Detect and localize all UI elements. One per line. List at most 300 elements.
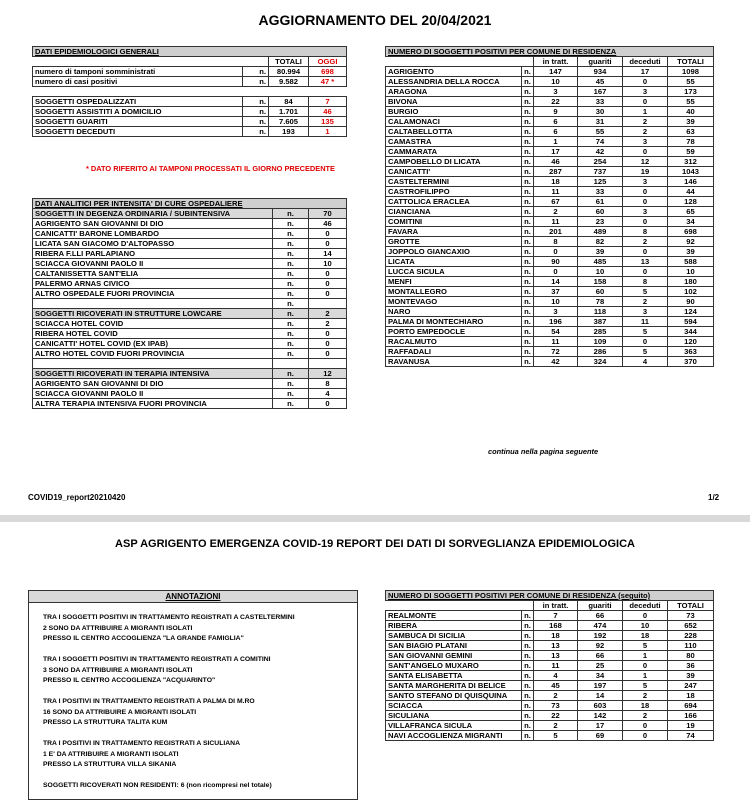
table-row (386, 127, 714, 137)
row-total: 1.701 (269, 107, 309, 117)
annotation-line: SOGGETTI RICOVERATI NON RESIDENTI: 6 (non ricompresi nel totale) (43, 782, 272, 789)
deceduti: 8 (623, 227, 668, 237)
in-trattamento: 1 (534, 137, 578, 147)
blank-cell (522, 601, 534, 611)
comune-name: SICULIANA (386, 711, 522, 721)
deceduti: 0 (623, 187, 668, 197)
row-unit: n. (522, 357, 534, 367)
annotation-line: TRA I POSITIVI IN TRATTAMENTO REGISTRATI A PALMA DI M.RO (43, 698, 255, 705)
row-unit: n. (522, 711, 534, 721)
table-row (386, 117, 714, 127)
row-total: 193 (269, 127, 309, 137)
row-unit: n. (522, 127, 534, 137)
annotation-line: 2 SONO DA ATTRIBUIRE A MIGRANTI ISOLATI (43, 624, 193, 632)
row-unit: n. (273, 319, 309, 329)
report-page-2 (0, 522, 750, 805)
deceduti: 5 (623, 287, 668, 297)
annotation-line: TRA I POSITIVI IN TRATTAMENTO REGISTRATI A SICULIANA (43, 740, 240, 747)
page-separator (0, 515, 750, 522)
row-label: RIBERA F.LLI PARLAPIANO (33, 249, 273, 259)
in-trattamento: 22 (534, 711, 578, 721)
guariti: 66 (578, 651, 623, 661)
comune-name: CAMMARATA (386, 147, 522, 157)
row-unit: n. (273, 279, 309, 289)
row-unit: n. (243, 67, 269, 77)
annotation-line: PRESSO IL CENTRO ACCOGLIENZA "ACQUARINTO" (43, 677, 216, 684)
guariti: 10 (578, 267, 623, 277)
totali: 59 (668, 147, 714, 157)
guariti: 142 (578, 711, 623, 721)
guariti: 603 (578, 701, 623, 711)
general-header-row (33, 47, 347, 57)
totali: 146 (668, 177, 714, 187)
deceduti: 2 (623, 691, 668, 701)
col-deceduti: deceduti (623, 57, 668, 67)
row-unit: n. (273, 379, 309, 389)
table-row (386, 107, 714, 117)
row-total: 80.994 (269, 67, 309, 77)
table-row (386, 621, 714, 631)
table-row (33, 77, 347, 87)
deceduti: 1 (623, 107, 668, 117)
in-trattamento: 11 (534, 187, 578, 197)
totali: 363 (668, 347, 714, 357)
row-value: 2 (309, 309, 347, 319)
table-row (386, 167, 714, 177)
table-row (386, 187, 714, 197)
table-row (386, 287, 714, 297)
in-trattamento: 0 (534, 267, 578, 277)
deceduti: 4 (623, 357, 668, 367)
row-unit: n. (273, 389, 309, 399)
table-row (33, 209, 347, 219)
guariti: 286 (578, 347, 623, 357)
totali: 588 (668, 257, 714, 267)
row-label: SOGGETTI GUARITI (33, 117, 243, 127)
page-title: AGGIORNAMENTO DEL 20/04/2021 (258, 12, 492, 28)
table-row (386, 207, 714, 217)
guariti: 25 (578, 661, 623, 671)
general-data-table (32, 46, 347, 137)
annotation-line: PRESSO LA STRUTTURA TALITA KUM (43, 719, 168, 726)
row-unit: n. (522, 227, 534, 237)
row-value: 12 (309, 369, 347, 379)
in-trattamento: 0 (534, 247, 578, 257)
row-value: 2 (309, 319, 347, 329)
table-row (33, 289, 347, 299)
deceduti: 3 (623, 87, 668, 97)
comune-name: RACALMUTO (386, 337, 522, 347)
table-row (386, 237, 714, 247)
in-trattamento: 10 (534, 297, 578, 307)
row-unit: n. (522, 307, 534, 317)
guariti: 474 (578, 621, 623, 631)
in-trattamento: 13 (534, 641, 578, 651)
totali: 124 (668, 307, 714, 317)
in-trattamento: 42 (534, 357, 578, 367)
row-unit: n. (522, 197, 534, 207)
row-label: PALERMO ARNAS CIVICO (33, 279, 273, 289)
table-row (386, 611, 714, 621)
table-row (386, 217, 714, 227)
hospital-header: DATI ANALITICI PER INTENSITA' DI CURE OSPEDALIERE (33, 199, 347, 209)
deceduti: 0 (623, 247, 668, 257)
guariti: 489 (578, 227, 623, 237)
row-unit: n. (522, 337, 534, 347)
guariti: 158 (578, 277, 623, 287)
row-today: 47 * (309, 77, 347, 87)
comune-name: CANICATTI' (386, 167, 522, 177)
row-unit: n. (522, 217, 534, 227)
table-row (386, 277, 714, 287)
row-value (309, 299, 347, 309)
table-row (386, 197, 714, 207)
row-label (33, 359, 273, 369)
guariti: 69 (578, 731, 623, 741)
deceduti: 0 (623, 611, 668, 621)
row-today: 7 (309, 97, 347, 107)
guariti: 192 (578, 631, 623, 641)
table-row (386, 67, 714, 77)
totali: 39 (668, 671, 714, 681)
row-unit: n. (522, 317, 534, 327)
row-value: 14 (309, 249, 347, 259)
in-trattamento: 14 (534, 277, 578, 287)
table-row (386, 661, 714, 671)
deceduti: 19 (623, 167, 668, 177)
totali: 55 (668, 77, 714, 87)
row-unit: n. (522, 611, 534, 621)
table-row (33, 229, 347, 239)
deceduti: 5 (623, 327, 668, 337)
in-trattamento: 90 (534, 257, 578, 267)
row-unit: n. (273, 239, 309, 249)
comune-name: RAVANUSA (386, 357, 522, 367)
table-row (386, 711, 714, 721)
table-row (386, 87, 714, 97)
in-trattamento: 9 (534, 107, 578, 117)
col-oggi: OGGI (309, 57, 347, 67)
totali: 55 (668, 97, 714, 107)
row-unit: n. (522, 147, 534, 157)
comune-name: LUCCA SICULA (386, 267, 522, 277)
totali: 40 (668, 107, 714, 117)
row-value: 4 (309, 389, 347, 399)
in-trattamento: 287 (534, 167, 578, 177)
guariti: 109 (578, 337, 623, 347)
row-unit: n. (273, 329, 309, 339)
row-unit: n. (522, 651, 534, 661)
comuni-header: NUMERO DI SOGGETTI POSITIVI PER COMUNE DI RESIDENZA (seguito) (386, 591, 714, 601)
totali: 344 (668, 327, 714, 337)
deceduti: 18 (623, 701, 668, 711)
row-label (33, 87, 243, 97)
in-trattamento: 45 (534, 681, 578, 691)
annotations-box (28, 590, 358, 800)
comune-name: CIANCIANA (386, 207, 522, 217)
row-value: 0 (309, 349, 347, 359)
guariti: 285 (578, 327, 623, 337)
row-label: SOGGETTI DECEDUTI (33, 127, 243, 137)
totali: 370 (668, 357, 714, 367)
guariti: 33 (578, 97, 623, 107)
guariti: 82 (578, 237, 623, 247)
totali: 34 (668, 217, 714, 227)
comuni-header-row (386, 47, 714, 57)
row-value: 0 (309, 269, 347, 279)
comune-name: SANTO STEFANO DI QUISQUINA (386, 691, 522, 701)
totali: 63 (668, 127, 714, 137)
row-unit: n. (522, 187, 534, 197)
row-unit: n. (243, 97, 269, 107)
row-label: SCIACCA GIOVANNI PAOLO II (33, 259, 273, 269)
in-trattamento: 8 (534, 237, 578, 247)
comune-name: MONTALLEGRO (386, 287, 522, 297)
row-unit: n. (522, 621, 534, 631)
row-unit: n. (522, 257, 534, 267)
in-trattamento: 11 (534, 337, 578, 347)
guariti: 23 (578, 217, 623, 227)
table-row (386, 651, 714, 661)
comune-name: CASTROFILIPPO (386, 187, 522, 197)
table-row (386, 357, 714, 367)
row-unit: n. (522, 177, 534, 187)
annotation-line: TRA I SOGGETTI POSITIVI IN TRATTAMENTO REGISTRATI A CASTELTERMINI (43, 614, 295, 621)
totali: 73 (668, 611, 714, 621)
guariti: 61 (578, 197, 623, 207)
guariti: 60 (578, 287, 623, 297)
row-label: CANICATTI' HOTEL COVID (EX IPAB) (33, 339, 273, 349)
annotation-line: TRA I SOGGETTI POSITIVI IN TRATTAMENTO REGISTRATI A COMITINI (43, 656, 271, 663)
row-unit: n. (243, 117, 269, 127)
deceduti: 0 (623, 661, 668, 671)
table-row (33, 239, 347, 249)
table-row (386, 157, 714, 167)
comune-name: ARAGONA (386, 87, 522, 97)
row-today: 46 (309, 107, 347, 117)
col-guariti: guariti (578, 601, 623, 611)
totali: 18 (668, 691, 714, 701)
comune-name: REALMONTE (386, 611, 522, 621)
deceduti: 5 (623, 347, 668, 357)
row-unit: n. (522, 207, 534, 217)
in-trattamento: 4 (534, 671, 578, 681)
deceduti: 0 (623, 197, 668, 207)
table-row (33, 369, 347, 379)
comune-name: ALESSANDRIA DELLA ROCCA (386, 77, 522, 87)
table-row (33, 359, 347, 369)
table-row (33, 349, 347, 359)
guariti: 387 (578, 317, 623, 327)
row-total: 84 (269, 97, 309, 107)
annotation-block (43, 613, 295, 645)
totali: 228 (668, 631, 714, 641)
row-unit: n. (522, 137, 534, 147)
table-row (33, 309, 347, 319)
comune-name: MONTEVAGO (386, 297, 522, 307)
table-row (386, 731, 714, 741)
guariti: 34 (578, 671, 623, 681)
totali: 120 (668, 337, 714, 347)
row-unit: n. (522, 157, 534, 167)
table-row (33, 339, 347, 349)
comune-name: CAMPOBELLO DI LICATA (386, 157, 522, 167)
table-row (33, 117, 347, 127)
row-unit: n. (243, 107, 269, 117)
deceduti: 8 (623, 277, 668, 287)
footer-filename: COVID19_report20210420 (28, 493, 126, 502)
table-row (33, 219, 347, 229)
row-label (33, 299, 273, 309)
row-label: numero di casi positivi (33, 77, 243, 87)
row-unit: n. (273, 339, 309, 349)
row-unit (273, 359, 309, 369)
guariti: 66 (578, 611, 623, 621)
table-row (386, 227, 714, 237)
row-unit: n. (273, 209, 309, 219)
comune-name: CAMASTRA (386, 137, 522, 147)
table-row (386, 641, 714, 651)
col-totali: TOTALI (668, 57, 714, 67)
row-unit: n. (273, 269, 309, 279)
deceduti: 3 (623, 207, 668, 217)
row-unit: n. (522, 681, 534, 691)
totali: 173 (668, 87, 714, 97)
table-row (33, 329, 347, 339)
guariti: 31 (578, 117, 623, 127)
deceduti: 0 (623, 337, 668, 347)
general-header: DATI EPIDEMIOLOGICI GENERALI (33, 47, 347, 57)
annotation-block (43, 781, 272, 792)
footer-page-number: 1/2 (708, 493, 720, 502)
table-row (386, 681, 714, 691)
table-row (33, 87, 347, 97)
totali: 90 (668, 297, 714, 307)
row-today: 698 (309, 67, 347, 77)
in-trattamento: 2 (534, 691, 578, 701)
blank-cell (522, 57, 534, 67)
comune-name: COMITINI (386, 217, 522, 227)
in-trattamento: 67 (534, 197, 578, 207)
table-row (33, 249, 347, 259)
row-unit: n. (522, 731, 534, 741)
row-label: SOGGETTI RICOVERATI IN STRUTTURE LOWCARE (33, 309, 273, 319)
row-label: AGRIGENTO SAN GIOVANNI DI DIO (33, 219, 273, 229)
guariti: 74 (578, 137, 623, 147)
comune-name: NAVI ACCOGLIENZA MIGRANTI (386, 731, 522, 741)
comune-name: PALMA DI MONTECHIARO (386, 317, 522, 327)
table-row (386, 671, 714, 681)
row-unit: n. (273, 249, 309, 259)
annotation-line: 1 E' DA ATTRIBUIRE A MIGRANTI ISOLATI (43, 750, 179, 758)
col-guariti: guariti (578, 57, 623, 67)
in-trattamento: 3 (534, 87, 578, 97)
table-row (386, 317, 714, 327)
comune-name: RAFFADALI (386, 347, 522, 357)
row-value: 0 (309, 329, 347, 339)
blank-cell (386, 57, 522, 67)
row-unit: n. (522, 247, 534, 257)
row-unit: n. (273, 309, 309, 319)
col-totali: TOTALI (668, 601, 714, 611)
deceduti: 2 (623, 127, 668, 137)
deceduti: 13 (623, 257, 668, 267)
totali: 78 (668, 137, 714, 147)
row-today (309, 87, 347, 97)
guariti: 125 (578, 177, 623, 187)
deceduti: 3 (623, 307, 668, 317)
row-value: 0 (309, 339, 347, 349)
row-unit: n. (522, 167, 534, 177)
general-footnote: * DATO RIFERITO AI TAMPONI PROCESSATI IL GIORNO PRECEDENTE (86, 164, 335, 173)
row-label: SOGGETTI ASSISTITI A DOMICILIO (33, 107, 243, 117)
table-row (33, 269, 347, 279)
row-value: 0 (309, 239, 347, 249)
blank-cell (386, 601, 522, 611)
in-trattamento: 7 (534, 611, 578, 621)
table-row (386, 247, 714, 257)
table-row (386, 691, 714, 701)
comune-name: MENFI (386, 277, 522, 287)
in-trattamento: 11 (534, 217, 578, 227)
row-unit: n. (522, 641, 534, 651)
deceduti: 0 (623, 267, 668, 277)
guariti: 737 (578, 167, 623, 177)
table-row (386, 631, 714, 641)
row-unit: n. (273, 219, 309, 229)
table-row (386, 337, 714, 347)
comune-name: CALTABELLOTTA (386, 127, 522, 137)
row-label: SOGGETTI OSPEDALIZZATI (33, 97, 243, 107)
row-total (269, 87, 309, 97)
row-label: CALTANISSETTA SANT'ELIA (33, 269, 273, 279)
comune-name: SAMBUCA DI SICILIA (386, 631, 522, 641)
deceduti: 1 (623, 671, 668, 681)
totali: 180 (668, 277, 714, 287)
deceduti: 0 (623, 97, 668, 107)
annotation-line: 16 SONO DA ATTRIBUIRE A MIGRANTI ISOLATI (43, 708, 197, 716)
totali: 698 (668, 227, 714, 237)
comune-name: CALAMONACI (386, 117, 522, 127)
totali: 694 (668, 701, 714, 711)
comune-name: AGRIGENTO (386, 67, 522, 77)
in-trattamento: 73 (534, 701, 578, 711)
in-trattamento: 13 (534, 651, 578, 661)
comuni-columns-row (386, 57, 714, 67)
deceduti: 11 (623, 317, 668, 327)
comune-name: SANTA ELISABETTA (386, 671, 522, 681)
comune-name: CASTELTERMINI (386, 177, 522, 187)
table-row (386, 77, 714, 87)
totali: 102 (668, 287, 714, 297)
table-row (33, 389, 347, 399)
comune-name: NARO (386, 307, 522, 317)
comune-name: SAN BIAGIO PLATANI (386, 641, 522, 651)
annotations-header: ANNOTAZIONI (29, 591, 357, 603)
comune-name: SCIACCA (386, 701, 522, 711)
row-unit (243, 87, 269, 97)
row-unit: n. (522, 67, 534, 77)
annotation-line: 3 SONO DA ATTRIBUIRE A MIGRANTI ISOLATI (43, 666, 193, 674)
in-trattamento: 5 (534, 731, 578, 741)
table-row (33, 97, 347, 107)
totali: 652 (668, 621, 714, 631)
annotation-line: PRESSO LA STRUTTURA VILLA SIKANIA (43, 761, 177, 768)
table-row (33, 127, 347, 137)
deceduti: 3 (623, 137, 668, 147)
row-unit: n. (522, 701, 534, 711)
totali: 594 (668, 317, 714, 327)
